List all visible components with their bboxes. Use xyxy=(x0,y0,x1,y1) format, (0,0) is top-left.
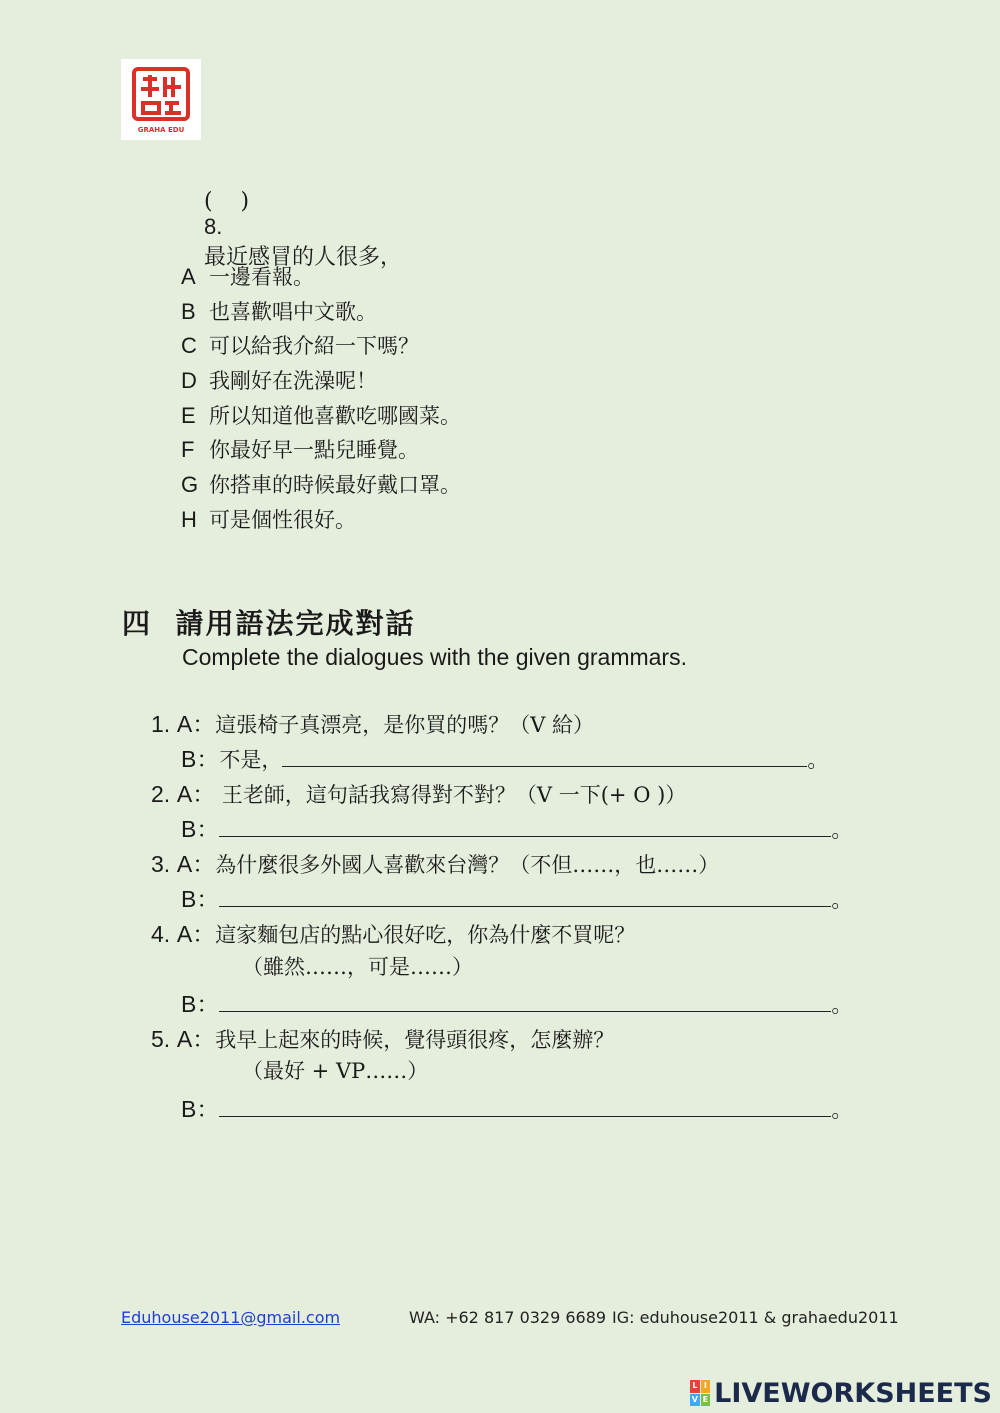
answer-blank-5[interactable] xyxy=(219,1092,831,1117)
dialogue-4-a: 4. A：這家麵包店的點心很好吃，你為什麼不買呢？ xyxy=(151,921,636,947)
answer-parentheses[interactable]: ( ) xyxy=(204,189,250,214)
question-8 xyxy=(190,164,402,271)
question-text: 最近感冒的人很多， xyxy=(204,245,403,270)
svg-text:GRAHA EDU: GRAHA EDU xyxy=(137,126,185,134)
answer-blank-4[interactable] xyxy=(219,987,831,1012)
footer-email[interactable] xyxy=(121,1308,340,1327)
liveworksheets-icon: L I V E xyxy=(690,1380,710,1406)
answer-blank-2[interactable] xyxy=(219,812,831,837)
liveworksheets-brand[interactable] xyxy=(690,1377,992,1409)
dialogue-3-a: 3. A：為什麼很多外國人喜歡來台灣？（不但……，也……） xyxy=(151,851,720,877)
option-d: D 我剛好在洗澡呢！ xyxy=(181,368,377,394)
footer-ig: IG: eduhouse2011 & grahaedu2011 xyxy=(612,1308,899,1327)
answer-blank-1[interactable] xyxy=(282,742,807,767)
option-e: E 所以知道他喜歡吃哪國菜。 xyxy=(181,402,461,428)
option-h: H 可是個性很好。 xyxy=(181,506,356,532)
graha-edu-logo xyxy=(121,59,201,140)
option-f: F 你最好早一點兒睡覺。 xyxy=(181,437,419,463)
dialogue-5-a: 5. A：我早上起來的時候，覺得頭很疼，怎麼辦？ xyxy=(151,1026,615,1052)
option-a: A 一邊看報。 xyxy=(181,264,314,289)
email-link[interactable]: Eduhouse2011@gmail.com xyxy=(121,1308,341,1327)
logo-seal-icon xyxy=(121,59,201,140)
option-b: B 也喜歡唱中文歌。 xyxy=(181,298,377,324)
options-list xyxy=(181,260,461,538)
section-subtitle: Complete the dialogues with the given grammars. xyxy=(182,644,687,670)
section-title: 四 請用語法完成對話 xyxy=(122,607,416,640)
dialogue-5-b: B： 。 xyxy=(181,1091,852,1124)
question-number: 8. xyxy=(204,214,223,239)
dialogue-2-a: 2. A： 王老師，這句話我寫得對不對？（V 一下(+ O )） xyxy=(151,781,687,807)
dialogue-3-b: B： 。 xyxy=(181,881,852,914)
dialogue-5-hint: （最好 + VP……） xyxy=(242,1059,429,1083)
option-g: G 你搭車的時候最好戴口罩。 xyxy=(181,472,461,498)
option-c: C 可以給我介紹一下嗎？ xyxy=(181,333,419,359)
dialogue-2-b: B： 。 xyxy=(181,811,852,844)
dialogue-4-b: B： 。 xyxy=(181,986,852,1019)
liveworksheets-text: LIVEWORKSHEETS xyxy=(714,1377,992,1409)
answer-blank-3[interactable] xyxy=(219,882,831,907)
dialogue-1-b: B：不是， 。 xyxy=(181,741,828,774)
dialogue-4-hint: （雖然……，可是……） xyxy=(242,955,473,979)
dialogue-1-a: 1. A：這張椅子真漂亮，是你買的嗎？（V 給） xyxy=(151,711,595,737)
footer-wa: WA: +62 817 0329 6689 xyxy=(409,1308,607,1327)
